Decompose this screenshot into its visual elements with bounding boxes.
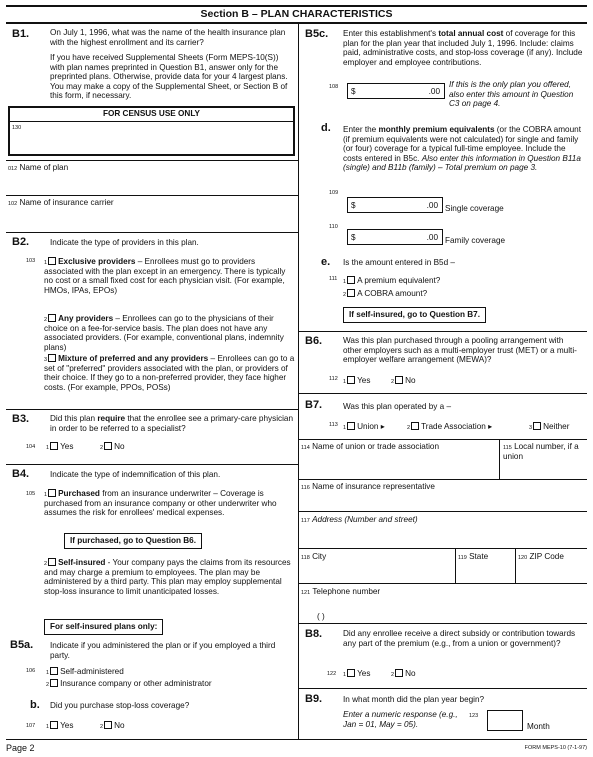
question-b5c-number: B5c. xyxy=(305,28,329,40)
b3-yes-option[interactable]: 1 Yes xyxy=(46,442,74,451)
b5d-family-field-number: 110 xyxy=(329,224,338,230)
question-b8-number: B8. xyxy=(305,628,323,640)
checkbox[interactable] xyxy=(411,422,419,430)
checkbox[interactable] xyxy=(48,489,56,497)
b6-field-number: 112 xyxy=(329,376,338,382)
b5d-family-amount-input[interactable]: $ .00 xyxy=(347,229,443,245)
b3-no-option[interactable]: 2 No xyxy=(100,442,125,451)
telephone-field[interactable]: 121 Telephone number xyxy=(301,587,381,596)
b9-field-number: 123 xyxy=(469,713,479,719)
b5a-option-insurance[interactable]: 2 Insurance company or other administrator xyxy=(46,679,212,688)
b8-yes-option[interactable]: 1 Yes xyxy=(343,669,371,678)
question-b5b-number: b. xyxy=(30,699,40,711)
question-b5a-text: Indicate if you administered the plan or if you employed a third party. xyxy=(50,641,276,660)
question-b3-text: Did this plan require that the enrollee see a primary-care physician in order to be referred to a specialist? xyxy=(50,414,294,433)
b2-field-number: 103 xyxy=(26,258,36,264)
question-b5e-number: e. xyxy=(321,256,331,268)
b2-option-any[interactable]: 2 Any providers – Enrollees can go to the physicians of their choice on a fee-for-service basis. The plan does not have any associated providers. (For example, conventional plans, indemnity plans) xyxy=(44,314,284,352)
form-code: FORM MEPS-10 (7-1-97) xyxy=(524,745,587,751)
b5d-single-amount-input[interactable]: $ .00 xyxy=(347,197,443,213)
question-b5b-text: Did you purchase stop-loss coverage? xyxy=(50,701,190,710)
carrier-name-number: 102 xyxy=(8,201,18,207)
b2-option-mixture[interactable]: 3 Mixture of preferred and any providers – Enrollees can go to a set of "preferred" providers associated with the plan, or providers of their choice. If they go to a non-preferred provider, they face higher costs. (For example, PPOs, POSs) xyxy=(44,354,295,392)
checkbox[interactable] xyxy=(50,721,58,729)
question-b1-text: On July 1, 1996, what was the name of the health insurance plan with the highest enrollment and its carrier? xyxy=(50,28,286,47)
b3-field-number: 104 xyxy=(26,444,36,450)
question-b5d-text: Enter the monthly premium equivalents (or the COBRA amount (if premium equivalents were not calculated) for single and family (or four) coverage for a typical full-time employee. Include the costs entered in B5c. Also enter this information in Question B11a (single) and B11b (family) – Total premium on page 3. xyxy=(343,125,581,173)
question-b9-text: In what month did the plan year begin? xyxy=(343,695,485,704)
checkbox[interactable] xyxy=(50,667,58,675)
month-label: Month xyxy=(527,722,550,731)
checkbox[interactable] xyxy=(533,422,541,430)
arrow-icon: ▸ xyxy=(380,422,385,431)
question-b6-text: Was this plan purchased through a pooling arrangement with other employers such as a multi-employer trust (MET) or a multi-employer welfare arrangement (MEWA)? xyxy=(343,336,577,365)
self-insured-banner: For self-insured plans only: xyxy=(44,619,163,635)
b5c-amount-input[interactable]: $ .00 xyxy=(347,83,445,99)
plan-name-number: 012 xyxy=(8,166,18,172)
b6-yes-option[interactable]: 1 Yes xyxy=(343,376,371,385)
b4-field-number: 105 xyxy=(26,491,36,497)
checkbox[interactable] xyxy=(48,257,56,265)
city-field[interactable]: 118 City xyxy=(301,552,327,561)
single-coverage-label: Single coverage xyxy=(445,204,504,213)
census-field-number: 130 xyxy=(12,125,22,131)
arrow-icon: ▸ xyxy=(488,422,493,431)
question-b5a-number: B5a. xyxy=(10,639,34,651)
checkbox[interactable] xyxy=(347,376,355,384)
section-header: Section B – PLAN CHARACTERISTICS xyxy=(6,5,587,24)
checkbox[interactable] xyxy=(50,442,58,450)
checkbox[interactable] xyxy=(347,276,355,284)
plan-name-label: Name of plan xyxy=(19,163,69,172)
checkbox[interactable] xyxy=(395,376,403,384)
skip-to-b7-banner: If self-insured, go to Question B7. xyxy=(343,307,486,323)
b5d-single-field-number: 109 xyxy=(329,190,339,196)
footer xyxy=(6,743,587,755)
local-number-field[interactable]: 115 Local number, if a union xyxy=(503,442,579,461)
b2-option-exclusive[interactable]: 1 Exclusive providers – Enrollees must go to providers associated with the plan except in an emergency. There is typically no cost or a small fixed cost for each physician visit. (For example, HMOs, IPAs, EPOs) xyxy=(44,257,286,295)
checkbox[interactable] xyxy=(48,558,56,566)
question-b2-text: Indicate the type of providers in this plan. xyxy=(50,238,199,247)
question-b3-number: B3. xyxy=(12,413,30,425)
telephone-area-code[interactable]: ( ) xyxy=(317,612,325,621)
question-b8-text: Did any enrollee receive a direct subsidy or contribution towards any part of the premium (e.g., from a union or government)? xyxy=(343,629,576,648)
b5b-field-number: 107 xyxy=(26,723,36,729)
page-number: Page 2 xyxy=(6,743,35,753)
checkbox[interactable] xyxy=(347,669,355,677)
b5e-field-number: 111 xyxy=(329,276,338,282)
b5b-no-option[interactable]: 2 No xyxy=(100,721,125,730)
b7-option-trade[interactable]: 2 Trade Association ▸ xyxy=(407,422,493,431)
question-b7-number: B7. xyxy=(305,399,323,411)
plan-name-field[interactable] xyxy=(8,163,68,173)
question-b4-number: B4. xyxy=(12,468,30,480)
b5a-option-self[interactable]: 1 Self-administered xyxy=(46,667,124,676)
left-column xyxy=(6,24,299,739)
checkbox[interactable] xyxy=(104,442,112,450)
b5c-note: If this is the only plan you offered, also enter this amount in Question C3 on page 4. xyxy=(449,80,574,109)
checkbox[interactable] xyxy=(48,354,56,362)
question-b2-number: B2. xyxy=(12,236,30,248)
question-b5d-number: d. xyxy=(321,122,331,134)
question-b1-note: If you have received Supplemental Sheets (Form MEPS-10(S)) with plan names preprinted in Question B1, answer only for the preprinted plans. Otherwise, provide data for your 4 largest plans. You may make a copy of the Supplemental Sheet, or Section B of this form, if necessary. xyxy=(50,53,288,101)
b4-option-purchased[interactable]: 1 Purchased from an insurance underwriter – Coverage is purchased from an insurance company or other underwriter who assumes the risk for enrollees' medical expenses. xyxy=(44,489,277,518)
question-b1-number: B1. xyxy=(12,28,30,40)
b7-field-number: 113 xyxy=(329,422,338,428)
b5c-field-number: 108 xyxy=(329,84,339,90)
census-box xyxy=(8,106,295,156)
union-name-field[interactable]: 114 Name of union or trade association xyxy=(301,442,440,451)
bottom-rule xyxy=(6,739,587,740)
b5e-option-cobra[interactable]: 2 A COBRA amount? xyxy=(343,289,428,298)
checkbox[interactable] xyxy=(347,422,355,430)
question-b5e-text: Is the amount entered in B5d – xyxy=(343,258,455,267)
checkbox[interactable] xyxy=(347,289,355,297)
zip-field[interactable]: 120 ZIP Code xyxy=(518,552,564,561)
b7-option-neither[interactable]: 3 Neither xyxy=(529,422,570,431)
state-field[interactable]: 119 State xyxy=(458,552,489,561)
b5a-field-number: 106 xyxy=(26,668,36,674)
question-b4-text: Indicate the type of indemnification of this plan. xyxy=(50,470,221,479)
right-column xyxy=(299,24,587,739)
b9-month-input[interactable] xyxy=(487,710,523,731)
census-label: FOR CENSUS USE ONLY xyxy=(10,108,293,122)
b4-option-self-insured[interactable]: 2 Self-insured - Your company pays the claims from its resources and may charge a premium to employees. The plan may be administered by a third party. This plan may employ supplemental stop-loss insurance to limit unanticipated losses. xyxy=(44,558,291,596)
rep-name-field[interactable]: 116 Name of insurance representative xyxy=(301,482,435,491)
checkbox[interactable] xyxy=(395,669,403,677)
b9-note: Enter a numeric response (e.g., Jan = 01, May = 05). xyxy=(343,710,458,729)
b8-no-option[interactable]: 2 No xyxy=(391,669,416,678)
skip-to-b6-banner: If purchased, go to Question B6. xyxy=(64,533,202,549)
checkbox[interactable] xyxy=(50,679,58,687)
question-b9-number: B9. xyxy=(305,693,323,705)
carrier-name-field[interactable] xyxy=(8,198,114,208)
checkbox[interactable] xyxy=(104,721,112,729)
question-b7-text: Was this plan operated by a – xyxy=(343,402,452,411)
b5e-option-premium[interactable]: 1 A premium equivalent? xyxy=(343,276,441,285)
b5b-yes-option[interactable]: 1 Yes xyxy=(46,721,74,730)
question-b5c-text: Enter this establishment's total annual cost of coverage for this plan for the plan year that included July 1, 1996. Include: claims paid, administrative costs, and stop-loss coverage (if any). Include employer and employee contributions. xyxy=(343,29,583,67)
question-b6-number: B6. xyxy=(305,335,323,347)
carrier-name-label: Name of insurance carrier xyxy=(19,198,114,207)
address-field[interactable]: 117 Address (Number and street) xyxy=(301,515,418,524)
b6-no-option[interactable]: 2 No xyxy=(391,376,416,385)
b8-field-number: 122 xyxy=(327,671,337,677)
checkbox[interactable] xyxy=(48,314,56,322)
b7-option-union[interactable]: 1 Union ▸ xyxy=(343,422,385,431)
family-coverage-label: Family coverage xyxy=(445,236,506,245)
